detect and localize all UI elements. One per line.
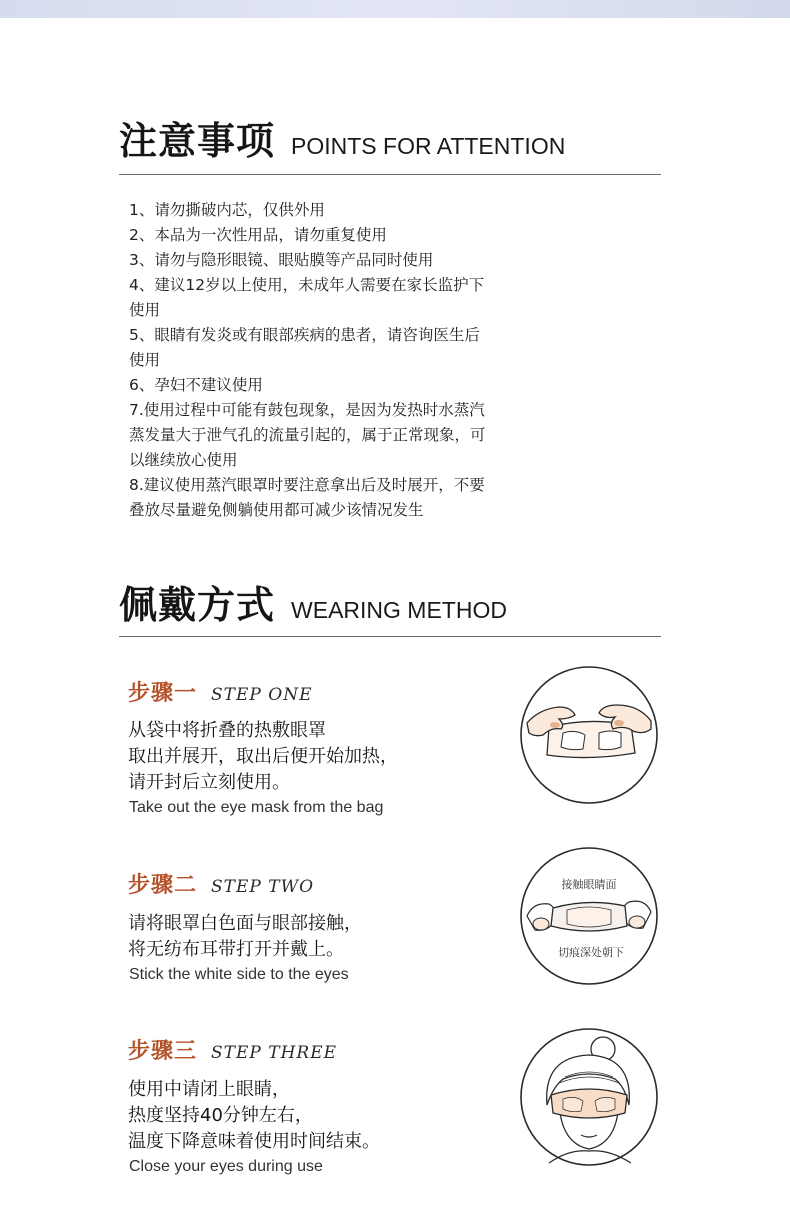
step-one-line: 取出并展开，取出后便开始加热， [128, 746, 398, 767]
attention-list [129, 198, 569, 523]
wearing-heading [119, 574, 661, 629]
mask-label-top: 接触眼睛面 [561, 878, 617, 891]
step-one-title [128, 676, 312, 707]
attention-line: 8.建议使用蒸汽眼罩时要注意拿出后及时展开，不要 [129, 476, 485, 494]
wearing-title-cn: 佩戴方式 [119, 583, 276, 627]
attention-heading [119, 110, 661, 165]
wearing-title-en: WEARING METHOD [291, 597, 507, 623]
step-three-line: 温度下降意味着使用时间结束。 [128, 1131, 380, 1152]
attention-line: 5、眼睛有发炎或有眼部疾病的患者，请咨询医生后 [129, 326, 480, 344]
attention-title-cn: 注意事项 [119, 119, 276, 163]
step-one-line: 从袋中将折叠的热敷眼罩 [128, 720, 326, 741]
step-one-description [128, 718, 398, 796]
wearing-divider [119, 636, 661, 637]
step-three-description [128, 1077, 380, 1155]
step-three-title-cn: 步骤三 [128, 1039, 198, 1064]
attention-line: 2、本品为一次性用品，请勿重复使用 [129, 226, 387, 244]
woman-wearing-mask-icon [519, 1027, 659, 1167]
attention-title-en: POINTS FOR ATTENTION [291, 133, 566, 159]
attention-line: 1、请勿撕破内芯，仅供外用 [129, 201, 325, 219]
step-two-title-cn: 步骤二 [128, 873, 198, 898]
attention-line: 使用 [129, 351, 161, 369]
step-three-line: 使用中请闭上眼睛， [128, 1079, 290, 1100]
step-two-title [128, 868, 314, 899]
step-three-title [128, 1034, 337, 1065]
step-two-line: 请将眼罩白色面与眼部接触， [128, 913, 362, 934]
attention-line: 6、孕妇不建议使用 [129, 376, 263, 394]
attention-line: 叠放尽量避免侧躺使用都可减少该情况发生 [129, 501, 424, 519]
mask-sides-icon [519, 846, 659, 986]
step-three-english: Close your eyes during use [129, 1158, 323, 1175]
step-three-line: 热度坚持40分钟左右， [128, 1105, 313, 1126]
attention-divider [119, 174, 661, 175]
step-two-line: 将无纺布耳带打开并戴上。 [128, 939, 344, 960]
top-decorative-bar [0, 0, 790, 18]
mask-label-bottom: 切痕深处朝下 [558, 946, 624, 959]
step-two-title-en: STEP TWO [211, 877, 315, 897]
attention-line: 以继续放心使用 [129, 451, 238, 469]
attention-line: 4、建议12岁以上使用，未成年人需要在家长监护下 [129, 276, 485, 294]
attention-line: 蒸发量大于泄气孔的流量引起的，属于正常现象，可 [129, 426, 486, 444]
step-one-title-cn: 步骤一 [128, 681, 198, 706]
step-one-english: Take out the eye mask from the bag [129, 799, 384, 816]
step-one-line: 请开封后立刻使用。 [128, 772, 290, 793]
attention-line: 7.使用过程中可能有鼓包现象，是因为发热时水蒸汽 [129, 401, 485, 419]
step-one-title-en: STEP ONE [211, 685, 313, 705]
attention-line: 使用 [129, 301, 161, 319]
step-three-title-en: STEP THREE [211, 1043, 338, 1063]
step-two-english: Stick the white side to the eyes [129, 966, 349, 983]
attention-line: 3、请勿与隐形眼镜、眼贴膜等产品同时使用 [129, 251, 434, 269]
step-two-description [128, 911, 362, 963]
hands-unfolding-mask-icon [519, 665, 659, 805]
